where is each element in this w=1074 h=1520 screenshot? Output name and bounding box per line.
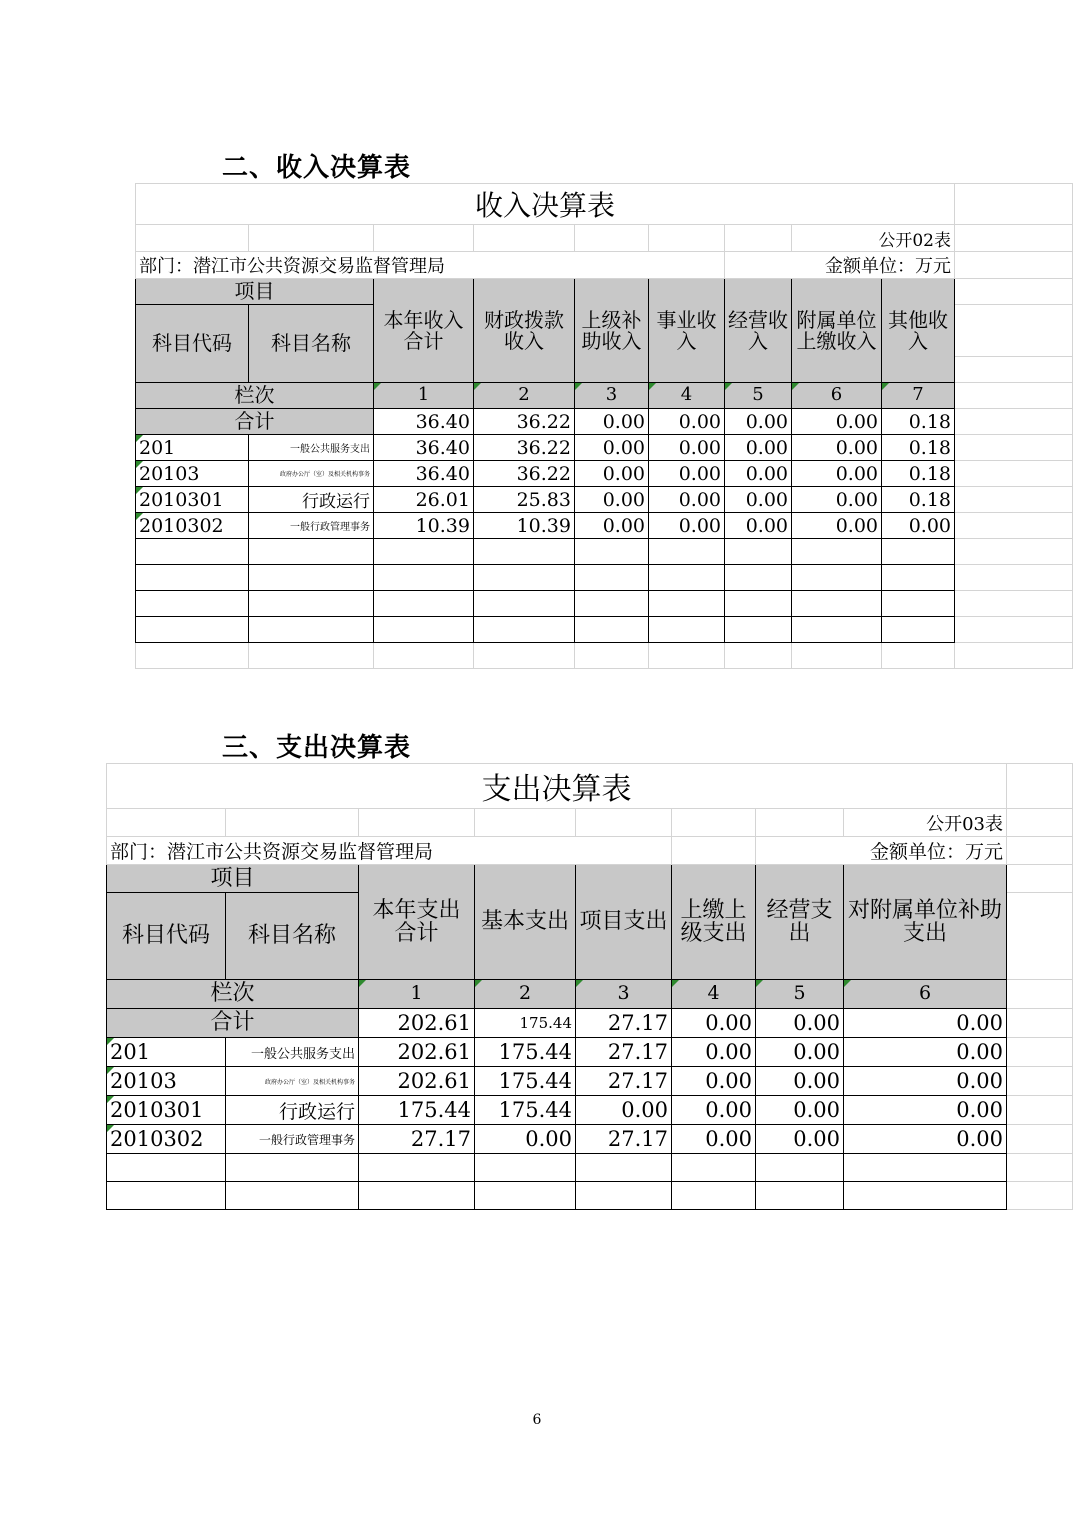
- income-row-code: 2010302: [136, 513, 249, 539]
- expense-header-col-6: 对附属单位补助支出: [844, 865, 1007, 980]
- income-header-col-4: 事业收入: [649, 279, 725, 383]
- income-row-value: 10.39: [374, 513, 474, 539]
- income-total-row: [136, 409, 1073, 435]
- income-header-col-6: 附属单位上缴收入: [792, 279, 882, 383]
- expense-row-value: 0.00: [756, 1067, 844, 1096]
- expense-row-name: 一般公共服务支出: [226, 1038, 359, 1067]
- expense-row-value: 0.00: [844, 1096, 1007, 1125]
- expense-row-value: 0.00: [475, 1125, 576, 1154]
- expense-index-2: 2: [475, 980, 576, 1009]
- table-row: [107, 1125, 1073, 1154]
- income-total-value: 0.00: [575, 409, 649, 435]
- expense-row-value: 0.00: [756, 1125, 844, 1154]
- income-header-name: 科目名称: [249, 305, 374, 383]
- expense-row-value: 175.44: [359, 1096, 475, 1125]
- income-row-value: 0.00: [649, 435, 725, 461]
- expense-row-code: 20103: [107, 1067, 226, 1096]
- expense-header-name: 科目名称: [226, 893, 359, 980]
- table-row: [107, 1067, 1073, 1096]
- expense-row-value: 202.61: [359, 1038, 475, 1067]
- expense-row-code: 2010301: [107, 1096, 226, 1125]
- expense-index-3: 3: [576, 980, 672, 1009]
- expense-header-col-3: 项目支出: [576, 865, 672, 980]
- expense-header-project: 项目: [107, 865, 359, 893]
- expense-department: 部门：潜江市公共资源交易监督管理局: [107, 837, 672, 865]
- expense-row-value: 0.00: [756, 1096, 844, 1125]
- expense-total-value: 27.17: [576, 1009, 672, 1038]
- expense-index-6: 6: [844, 980, 1007, 1009]
- expense-row-value: 0.00: [672, 1038, 756, 1067]
- income-header-col-7: 其他收入: [882, 279, 955, 383]
- expense-row-value: 0.00: [844, 1038, 1007, 1067]
- expense-header-col-4: 上缴上级支出: [672, 865, 756, 980]
- income-total-value: 0.00: [725, 409, 792, 435]
- income-row-name: 行政运行: [249, 487, 374, 513]
- income-index-5: 5: [725, 383, 792, 409]
- income-form-number: 公开02表: [792, 225, 955, 252]
- income-header-code: 科目代码: [136, 305, 249, 383]
- income-row-code: 20103: [136, 461, 249, 487]
- expense-row-value: 175.44: [475, 1096, 576, 1125]
- expense-row-name: 一般行政管理事务: [226, 1125, 359, 1154]
- income-row-value: 36.40: [374, 435, 474, 461]
- table-row: [107, 1038, 1073, 1067]
- income-index-4: 4: [649, 383, 725, 409]
- income-row-name: 政府办公厅（室）及相关机构事务: [249, 461, 374, 487]
- income-row-value: 0.00: [882, 513, 955, 539]
- expense-total-row: [107, 1009, 1073, 1038]
- income-table: [135, 183, 1073, 669]
- table-row: [136, 461, 1073, 487]
- income-row-value: 0.00: [649, 513, 725, 539]
- expense-header-col-1: 本年支出合计: [359, 865, 475, 980]
- expense-section-heading: 三、支出决算表: [222, 733, 412, 763]
- income-row-value: 0.00: [649, 487, 725, 513]
- income-row-value: 0.00: [725, 461, 792, 487]
- income-row-name: 一般行政管理事务: [249, 513, 374, 539]
- expense-total-value: 202.61: [359, 1009, 475, 1038]
- expense-header-col-2: 基本支出: [475, 865, 576, 980]
- income-row-value: 0.00: [792, 461, 882, 487]
- expense-index-label: 栏次: [107, 980, 359, 1009]
- income-row-code: 201: [136, 435, 249, 461]
- income-index-3: 3: [575, 383, 649, 409]
- expense-row-value: 175.44: [475, 1038, 576, 1067]
- income-row-value: 0.00: [575, 513, 649, 539]
- income-total-label: 合计: [136, 409, 374, 435]
- income-row-value: 0.18: [882, 461, 955, 487]
- income-index-label: 栏次: [136, 383, 374, 409]
- expense-row-name: 行政运行: [226, 1096, 359, 1125]
- expense-row-value: 0.00: [672, 1067, 756, 1096]
- income-row-value: 25.83: [474, 487, 575, 513]
- income-row-name: 一般公共服务支出: [249, 435, 374, 461]
- expense-row-code: 2010302: [107, 1125, 226, 1154]
- expense-amount-unit: 金额单位：万元: [756, 837, 1007, 865]
- income-row-value: 0.00: [649, 461, 725, 487]
- expense-total-value: 0.00: [844, 1009, 1007, 1038]
- income-row-value: 0.00: [792, 513, 882, 539]
- table-row: [136, 487, 1073, 513]
- income-row-value: 26.01: [374, 487, 474, 513]
- income-header-col-2: 财政拨款收入: [474, 279, 575, 383]
- income-section-heading: 二、收入决算表: [222, 153, 412, 183]
- expense-row-code: 201: [107, 1038, 226, 1067]
- income-row-value: 0.00: [575, 435, 649, 461]
- expense-row-value: 0.00: [844, 1125, 1007, 1154]
- income-row-value: 0.00: [725, 513, 792, 539]
- expense-row-value: 0.00: [672, 1096, 756, 1125]
- table-row: [107, 1096, 1073, 1125]
- expense-header-col-5: 经营支出: [756, 865, 844, 980]
- table-row: [136, 435, 1073, 461]
- income-total-value: 0.00: [792, 409, 882, 435]
- income-row-value: 10.39: [474, 513, 575, 539]
- income-row-value: 0.18: [882, 435, 955, 461]
- income-row-value: 36.22: [474, 435, 575, 461]
- expense-row-value: 27.17: [576, 1125, 672, 1154]
- income-row-value: 0.00: [575, 461, 649, 487]
- income-row-value: 0.00: [725, 435, 792, 461]
- income-amount-unit: 金额单位：万元: [725, 252, 955, 279]
- income-total-value: 36.22: [474, 409, 575, 435]
- income-index-2: 2: [474, 383, 575, 409]
- income-row-value: 0.00: [792, 435, 882, 461]
- income-row-value: 0.00: [725, 487, 792, 513]
- expense-total-value: 175.44: [475, 1009, 576, 1038]
- income-index-7: 7: [882, 383, 955, 409]
- income-header-col-3: 上级补助收入: [575, 279, 649, 383]
- expense-total-value: 0.00: [672, 1009, 756, 1038]
- page-number: 6: [532, 1412, 542, 1428]
- expense-row-name: 政府办公厅（室）及相关机构事务: [226, 1067, 359, 1096]
- expense-row-value: 27.17: [576, 1067, 672, 1096]
- income-index-1: 1: [374, 383, 474, 409]
- income-department: 部门：潜江市公共资源交易监督管理局: [136, 252, 725, 279]
- income-header-project: 项目: [136, 279, 374, 305]
- expense-row-value: 0.00: [756, 1038, 844, 1067]
- expense-row-value: 175.44: [475, 1067, 576, 1096]
- income-row-value: 0.18: [882, 487, 955, 513]
- expense-index-1: 1: [359, 980, 475, 1009]
- income-index-6: 6: [792, 383, 882, 409]
- income-table-title: 收入决算表: [136, 184, 955, 225]
- expense-row-value: 202.61: [359, 1067, 475, 1096]
- expense-table: [106, 763, 1073, 1210]
- expense-total-label: 合计: [107, 1009, 359, 1038]
- table-row: [136, 513, 1073, 539]
- expense-row-value: 27.17: [359, 1125, 475, 1154]
- expense-row-value: 0.00: [576, 1096, 672, 1125]
- expense-index-4: 4: [672, 980, 756, 1009]
- expense-header-code: 科目代码: [107, 893, 226, 980]
- expense-index-5: 5: [756, 980, 844, 1009]
- income-total-value: 0.00: [649, 409, 725, 435]
- income-row-value: 0.00: [575, 487, 649, 513]
- expense-table-title: 支出决算表: [107, 764, 1007, 809]
- income-header-col-5: 经营收入: [725, 279, 792, 383]
- income-row-value: 0.00: [792, 487, 882, 513]
- expense-form-number: 公开03表: [844, 809, 1007, 837]
- income-total-value: 0.18: [882, 409, 955, 435]
- expense-row-value: 0.00: [672, 1125, 756, 1154]
- income-row-code: 2010301: [136, 487, 249, 513]
- income-header-col-1: 本年收入合计: [374, 279, 474, 383]
- income-row-value: 36.22: [474, 461, 575, 487]
- expense-row-value: 27.17: [576, 1038, 672, 1067]
- income-row-value: 36.40: [374, 461, 474, 487]
- expense-row-value: 0.00: [844, 1067, 1007, 1096]
- expense-total-value: 0.00: [756, 1009, 844, 1038]
- income-total-value: 36.40: [374, 409, 474, 435]
